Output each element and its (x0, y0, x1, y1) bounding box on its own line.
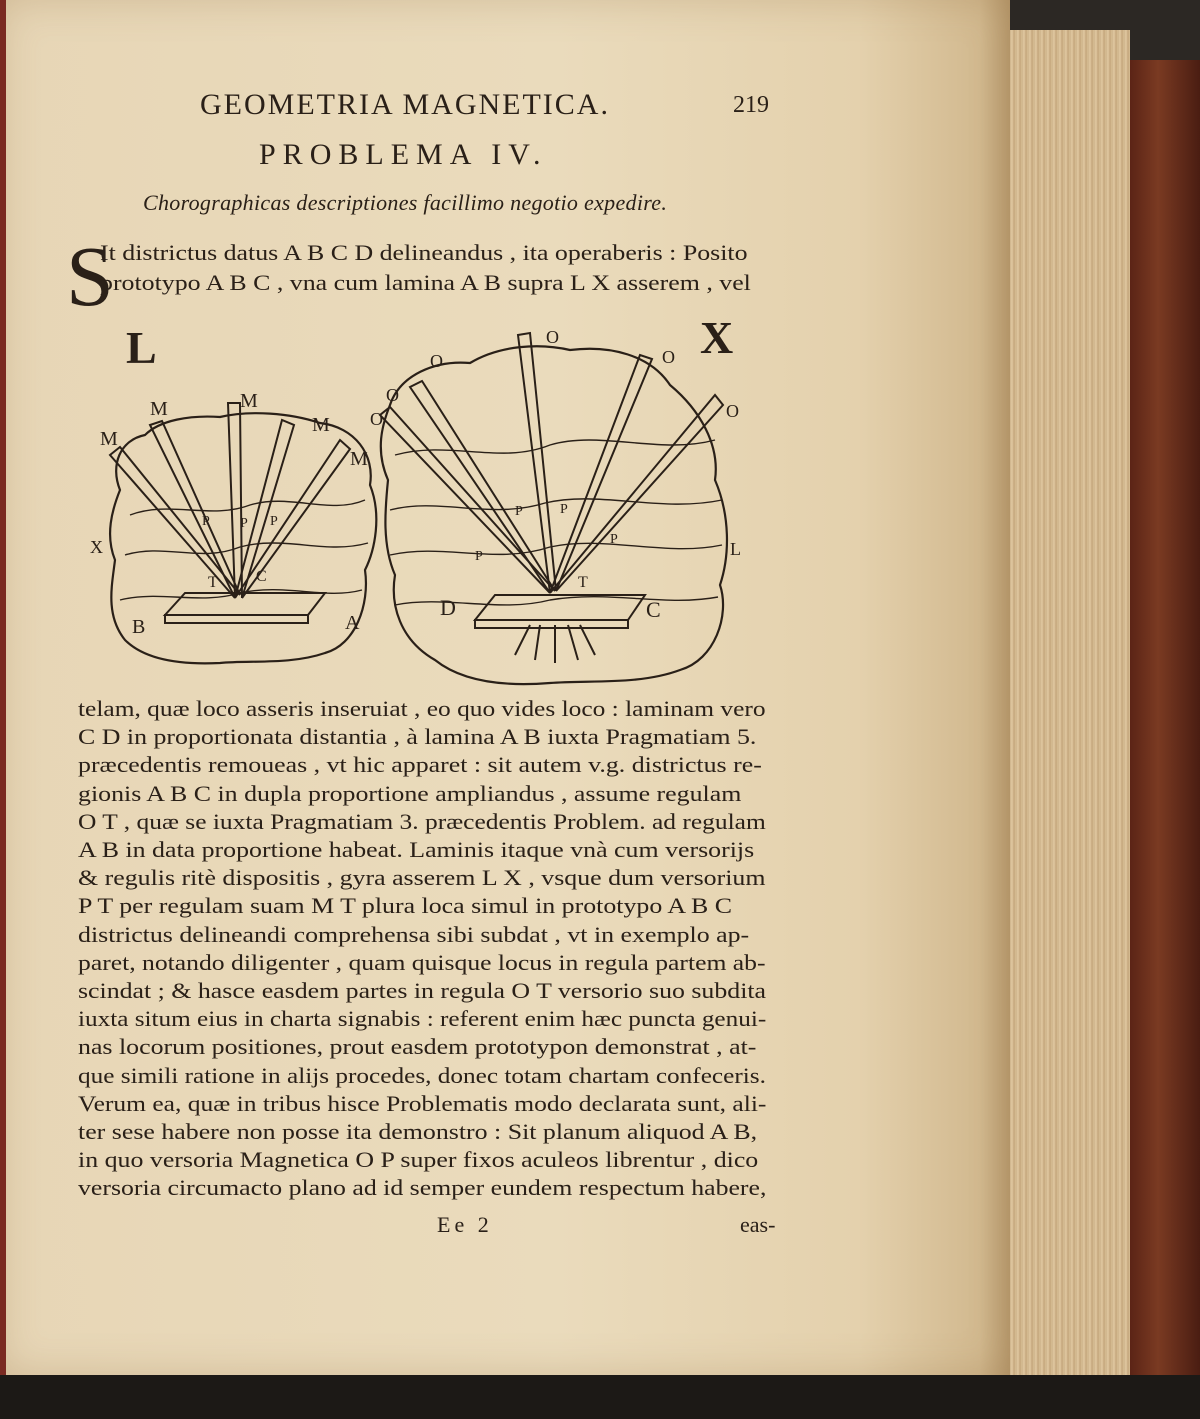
fig-label-P-1: P (202, 514, 210, 529)
fig-label-C-right: C (646, 597, 661, 622)
fig-label-P-6: P (560, 502, 568, 517)
signature-mark: Ee 2 (437, 1212, 493, 1237)
fig-label-M-3: M (240, 390, 258, 412)
binding-edge (0, 0, 6, 1375)
section-heading: PROBLEMA IV. (259, 138, 548, 171)
fig-label-L-left: L (126, 322, 157, 373)
body-line: A B in data proportione habeat. Laminis itaque vnà cum versorijs (78, 837, 755, 862)
fig-label-P-4: P (475, 549, 483, 564)
body-line: telam, quæ loco asseris inseruiat , eo quo vides loco : laminam vero (78, 696, 766, 721)
fig-label-T-right: T (578, 574, 588, 591)
fig-label-C-left: C (256, 568, 267, 585)
intro-line-2: prototypo A B C , vna cum lamina A B supra L X asserem , vel (100, 270, 751, 295)
drop-cap: S (66, 228, 114, 324)
body-line: paret, notando diligenter , quam quisque locus in regula partem ab- (78, 949, 766, 975)
body-line: gionis A B C in dupla proportione ampliandus , assume regulam (78, 780, 742, 806)
body-line: que simili ratione in alijs procedes, donec totam chartam confeceris. (78, 1062, 766, 1088)
fig-label-L-right: L (730, 539, 741, 559)
fig-label-M-4: M (312, 414, 330, 436)
body-line: in quo versoria Magnetica O P super fixos aculeos librentur , dico (78, 1147, 759, 1173)
fig-label-M-2: M (150, 398, 168, 420)
body-line: C D in proportionata distantia , à lamina A B iuxta Pragmatiam 5. (78, 724, 757, 750)
body-line: O T , quæ se iuxta Pragmatiam 3. præcedentis Problem. ad regulam (78, 808, 766, 834)
fig-label-O-5: O (726, 401, 739, 421)
intro-line-1: It districtus datus A B C D delineandus , ita operaberis : Posito (100, 240, 748, 265)
body-line: Verum ea, quæ in tribus hisce Problematis modo declarata sunt, ali- (78, 1090, 767, 1116)
fig-label-D: D (440, 595, 456, 620)
fig-label-P-3: P (270, 514, 278, 529)
woodcut-illustration (90, 315, 770, 695)
fig-label-B: B (132, 616, 146, 638)
catchword: eas- (740, 1212, 776, 1237)
fig-label-P-2: P (240, 516, 248, 531)
body-line: ter sese habere non posse ita demonstro : Sit planum aliquod A B, (78, 1119, 758, 1144)
fig-label-X-left: X (90, 537, 103, 557)
fig-label-X-right: X (700, 315, 734, 363)
left-map-outline (110, 413, 376, 663)
body-line: districtus delineandi comprehensa sibi subdat , vt in exemplo ap- (78, 921, 750, 947)
fig-label-O-1: O (430, 351, 443, 371)
fig-label-P-7: P (610, 532, 618, 547)
body-line: iuxta situm eius in charta signabis : referent enim hæc puncta genui- (78, 1006, 767, 1032)
background-strip (0, 1375, 1200, 1419)
fig-label-O-3: O (546, 327, 559, 347)
fig-label-P-5: P (515, 504, 523, 519)
fig-label-T-left: T (208, 574, 218, 591)
body-line: P T per regulam suam M T plura loca simul in prototypo A B C (78, 893, 733, 919)
leather-cover (1130, 60, 1200, 1419)
page-fore-edge (1010, 30, 1130, 1375)
fig-label-O-4: O (662, 347, 675, 367)
running-title: GEOMETRIA MAGNETICA. (200, 88, 610, 121)
body-line: versoria circumacto plano ad id semper eundem respectum habere, (78, 1175, 767, 1201)
fig-label-O-6: O (370, 409, 383, 429)
section-subtitle: Chorographicas descriptiones facillimo negotio expedire. (143, 190, 668, 215)
body-line: & regulis ritè dispositis , gyra asserem L X , vsque dum versorium (78, 865, 766, 891)
page-number: 219 (733, 92, 769, 118)
fig-label-M-5: M (350, 448, 368, 470)
body-line: præcedentis remoueas , vt hic apparet : sit autem v.g. districtus re- (78, 752, 762, 778)
fig-label-O-2: O (386, 385, 399, 405)
fig-label-M-1: M (100, 428, 118, 450)
body-line: nas locorum positiones, prout easdem prototypon demonstrat , at- (78, 1034, 757, 1060)
fig-label-A: A (345, 612, 360, 634)
body-line: scindat ; & hasce easdem partes in regula O T versorio suo subdita (78, 978, 767, 1003)
